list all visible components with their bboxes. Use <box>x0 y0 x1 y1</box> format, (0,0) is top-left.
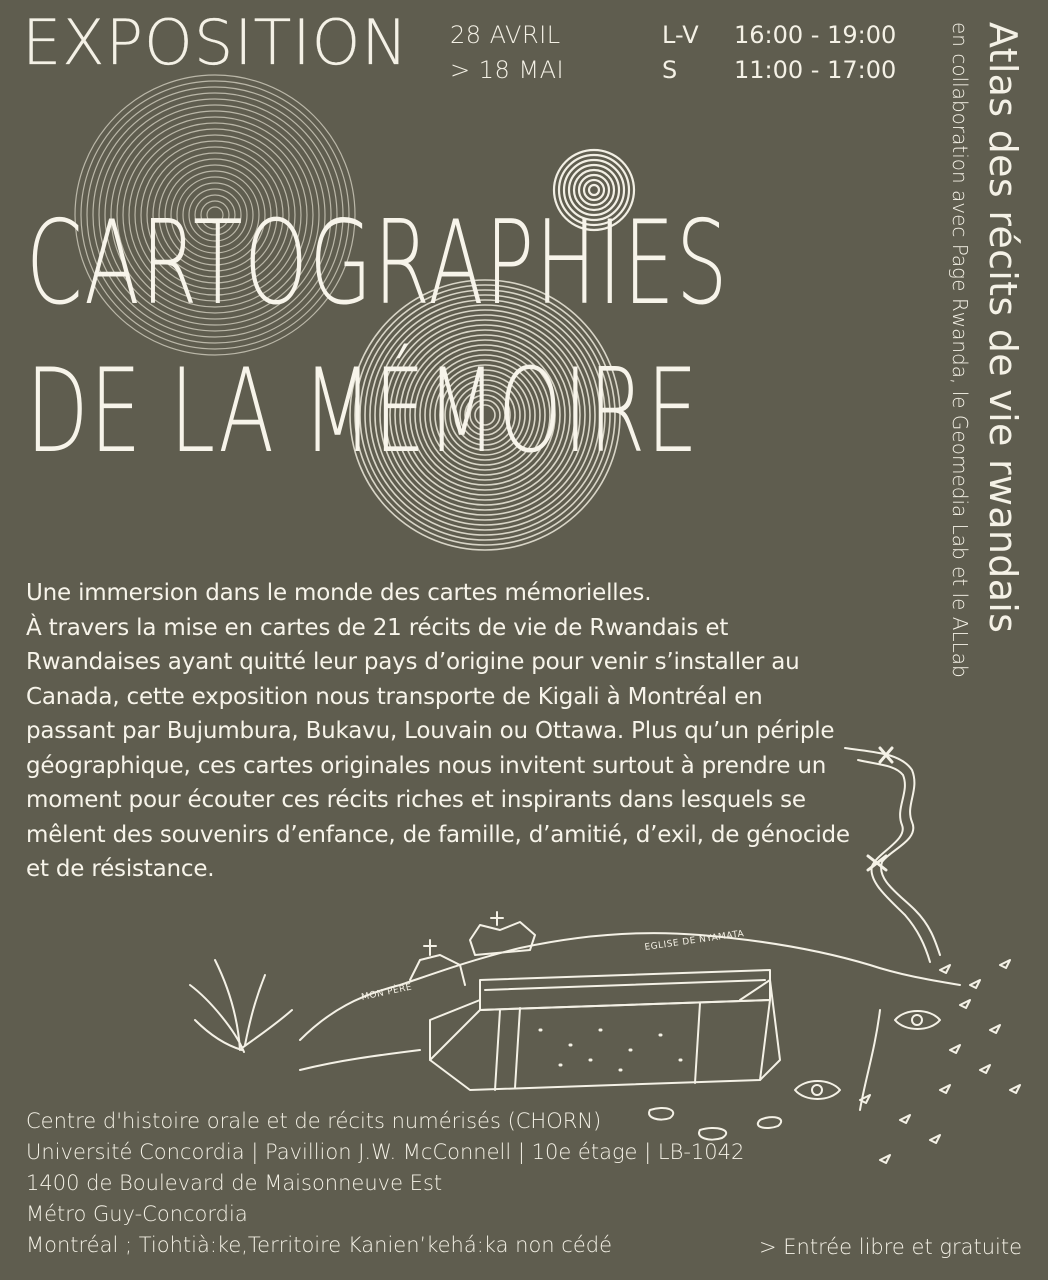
address-line: Métro Guy-Concordia <box>26 1202 248 1226</box>
vertical-title: Atlas des récits de vie rwandais <box>981 22 1025 634</box>
address-line: Université Concordia | Pavillion J.W. McConnell | 10e étage | LB-1042 <box>26 1140 745 1164</box>
hours-day: L-V <box>662 21 699 49</box>
hours-day: S <box>662 56 678 84</box>
date-end: > 18 MAI <box>450 56 565 84</box>
main-title <box>26 190 729 486</box>
hours-row <box>662 18 896 53</box>
church-label: EGLISE DE NYAMATA <box>644 929 745 953</box>
exhibition-dates <box>450 18 564 88</box>
main-title-line: CARTOGRAPHIES <box>26 196 729 331</box>
address-line: Montréal ; Tiohtià:ke,Territoire Kanien’kehá:ka non cédé <box>26 1233 612 1257</box>
free-entry-note: > Entrée libre et gratuite <box>758 1235 1022 1259</box>
hours-row <box>662 53 896 88</box>
address-line: Centre d'histoire orale et de récits numérisés (CHORN) <box>26 1109 602 1133</box>
description <box>26 576 856 887</box>
hours-time: 16:00 - 19:00 <box>734 21 897 49</box>
date-start: 28 AVRIL <box>450 21 561 49</box>
exposition-label: EXPOSITION <box>22 6 409 79</box>
main-title-line: DE LA MÉMOIRE <box>26 344 700 479</box>
venue-address <box>26 1106 744 1261</box>
father-label: MON PÈRE <box>360 982 413 1003</box>
description-lead: Une immersion dans le monde des cartes mémorielles. <box>26 580 652 606</box>
opening-hours <box>662 18 896 88</box>
hours-time: 11:00 - 17:00 <box>734 56 897 84</box>
description-body: À travers la mise en cartes de 21 récits de vie de Rwandais et Rwandaises ayant quitté leur pays d’origine pour venir s’installer au Canada, cette exposition nous transporte de Kigali à Montréal en passant par Bujumbura, Bukavu, Louvain ou Ottawa. Plus qu’un périple géographique, ces cartes originales nous invitent surtout à prendre un moment pour écouter ces récits riches et inspirants dans lesquels se mêlent des souvenirs d’enfance, de famille, d’amitié, d’exil, de génocide et de résistance. <box>26 614 850 882</box>
vertical-subtitle: en collaboration avec Page Rwanda, le Geomedia Lab et le ALLab <box>948 22 972 678</box>
address-line: 1400 de Boulevard de Maisonneuve Est <box>26 1171 443 1195</box>
